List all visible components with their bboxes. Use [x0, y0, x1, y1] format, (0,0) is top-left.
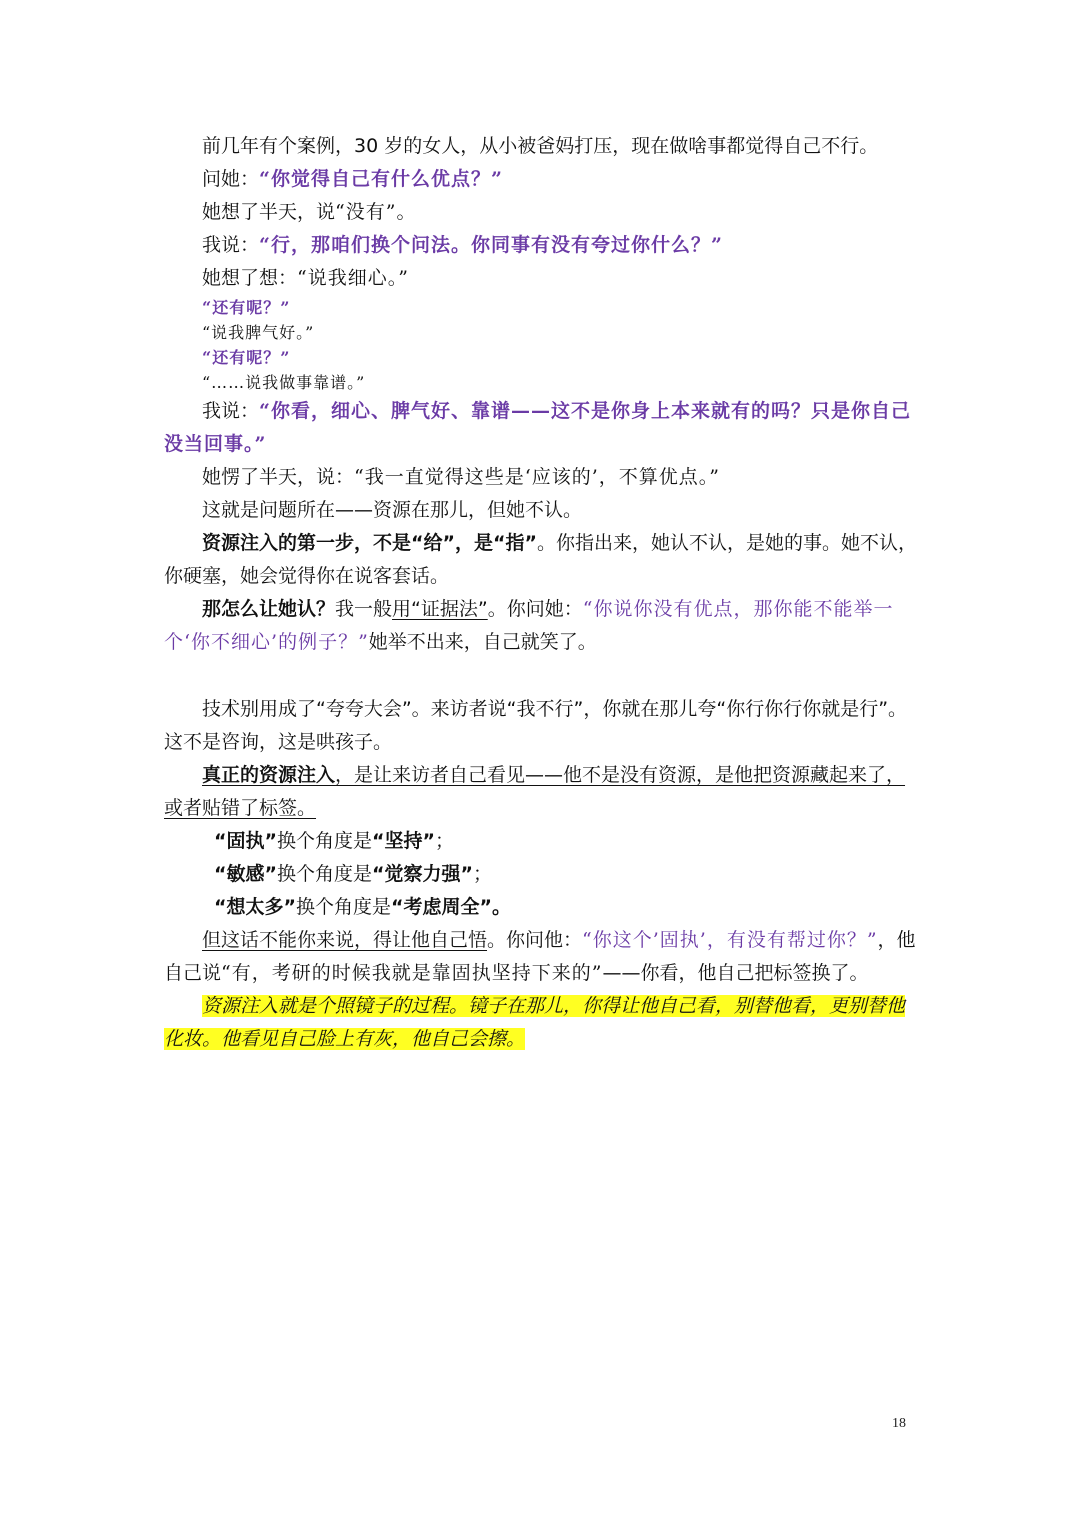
first-step-paragraph: 资源注入的第一步，不是“给”，是“指”。你指出来，她认不认，是她的事。她不认，你硬塞，她会觉得你在说客套话。 — [164, 532, 917, 587]
more-question-1: “还有呢？” — [202, 298, 291, 317]
i-said-line: 我说：“行，那咱们换个问法。你同事有没有夸过你什么？” — [202, 234, 723, 256]
she-thought-line: 她想了想：“说我细心。” — [202, 267, 409, 289]
evidence-paragraph: 那怎么让她认？我一般用“证据法”。你问她：“你说你没有优点，那你能不能举一个‘你不细心’的例子？”她举不出来，自己就笑了。 — [164, 598, 894, 653]
real-injection-paragraph: 真正的资源注入，是让来访者自己看见——他不是没有资源，是他把资源藏起来了，或者贴错了标签。 — [164, 764, 906, 819]
i-said-line-2: 我说：“你看，细心、脾气好、靠谱——这不是你身上本来就有的吗？只是你自己没当回事。” — [164, 400, 911, 455]
self-realize-paragraph: 但这话不能你来说，得让他自己悟。你问他：“你这个’固执’，有没有帮过你？”，他自己说“有，考研的时候我就是靠固执坚持下来的”——你看，他自己把标签换了。 — [164, 929, 916, 984]
reframe-item: “想太多”换个角度是“考虑周全”。 — [214, 896, 511, 918]
answer-3: “……说我做事靠谱。” — [202, 373, 366, 392]
paragraph-gap — [164, 659, 920, 693]
stunned-line: 她愣了半天，说：“我一直觉得这些是‘应该的’，不算优点。” — [202, 466, 721, 488]
problem-line: 这就是问题所在——资源在那儿，但她不认。 — [202, 499, 583, 521]
reframe-item: “敏感”换个角度是“觉察力强”； — [214, 863, 492, 885]
ask-line: 问她：“你觉得自己有什么优点？” — [202, 168, 503, 190]
highlight-paragraph: 资源注入就是个照镜子的过程。镜子在那儿，你得让他自己看，别替他看，更别替他化妆。他看见自己脸上有灰，他自己会擦。 — [164, 995, 906, 1050]
more-question-2: “还有呢？” — [202, 348, 291, 367]
body-text — [164, 130, 920, 1056]
misuse-paragraph: 技术别用成了“夸夸大会”。来访者说“我不行”，你就在那儿夸“你行你行你就是行”。这不是咨询，这是哄孩子。 — [164, 698, 908, 753]
case-intro: 前几年有个案例，30 岁的女人，从小被爸妈打压，现在做啥事都觉得自己不行。 — [202, 135, 879, 157]
answer-2: “说我脾气好。” — [202, 323, 315, 342]
page-number: 18 — [892, 1416, 906, 1431]
reframe-item: “固执”换个角度是“坚持”； — [214, 830, 454, 852]
think-line: 她想了半天，说“没有”。 — [202, 201, 416, 223]
